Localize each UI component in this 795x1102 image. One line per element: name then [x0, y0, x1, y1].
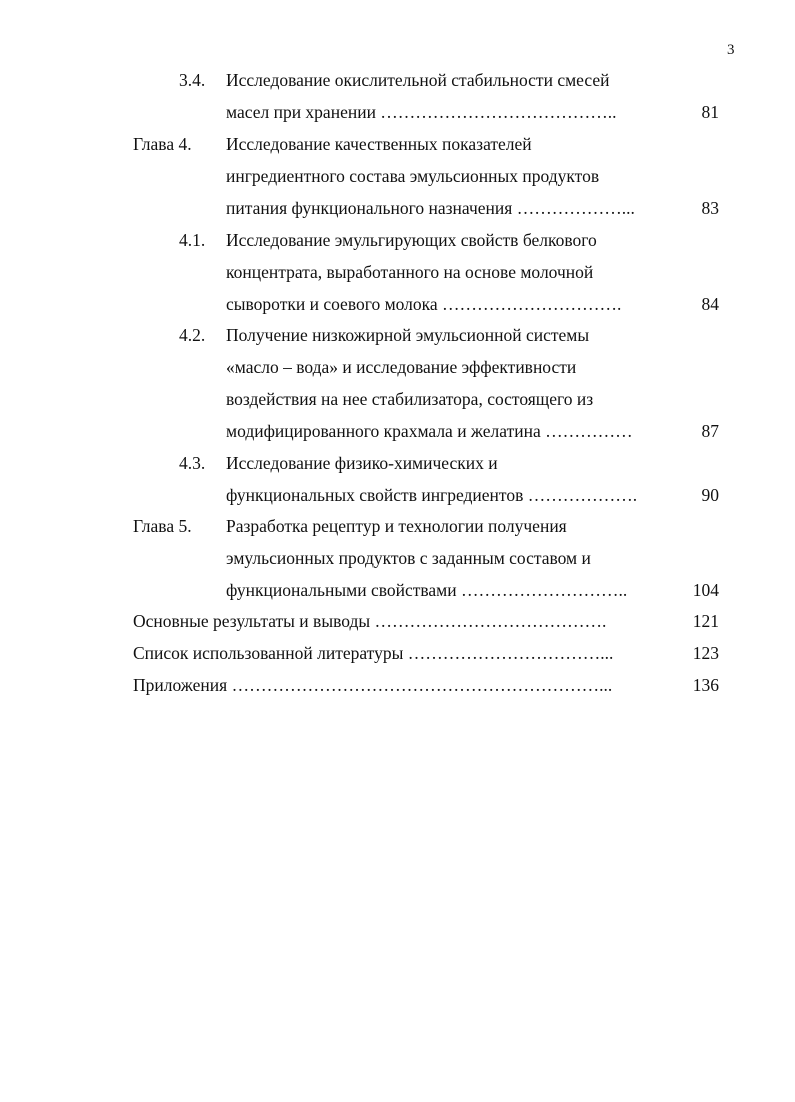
- toc-label: 4.1.: [179, 230, 206, 250]
- toc-line: функциональными свойствами ………………………..: [226, 580, 628, 600]
- toc-page: 123: [692, 643, 719, 663]
- toc-line: воздействия на нее стабилизатора, состоящего из: [226, 389, 594, 409]
- toc-line: модифицированного крахмала и желатина ……………: [226, 421, 633, 441]
- toc-page: 83: [701, 198, 719, 218]
- toc-line: Разработка рецептур и технологии получения: [226, 516, 567, 536]
- toc-line: Исследование качественных показателей: [226, 134, 532, 154]
- toc-line: эмульсионных продуктов с заданным составом и: [226, 548, 591, 568]
- toc-label: 4.3.: [179, 453, 206, 473]
- toc-line: «масло – вода» и исследование эффективности: [226, 357, 577, 377]
- toc-page: 87: [701, 421, 719, 441]
- toc-line: Приложения ………………………………………………………...: [133, 675, 613, 695]
- toc-line: сыворотки и соевого молока ………………………….: [226, 294, 622, 314]
- toc-page: 136: [692, 675, 719, 695]
- toc-line: функциональных свойств ингредиентов ……………….: [226, 485, 638, 505]
- toc-label: Глава 4.: [133, 134, 192, 154]
- toc-line: Основные результаты и выводы ………………………………….: [133, 611, 607, 631]
- toc-label: Глава 5.: [133, 516, 192, 536]
- toc-line: масел при хранении …………………………………..: [226, 102, 617, 122]
- toc-label: 4.2.: [179, 325, 206, 345]
- toc-line: Исследование физико-химических и: [226, 453, 498, 473]
- toc-label: 3.4.: [179, 70, 206, 90]
- toc-page: 121: [692, 611, 719, 631]
- toc-page: 90: [701, 485, 719, 505]
- toc-line: Список использованной литературы ……………………………...: [133, 643, 614, 663]
- toc-line: концентрата, выработанного на основе молочной: [226, 262, 594, 282]
- toc-page: 84: [701, 294, 719, 314]
- toc-line: Исследование окислительной стабильности смесей: [226, 70, 610, 90]
- toc-line: Получение низкожирной эмульсионной системы: [226, 325, 590, 345]
- page-number: 3: [727, 42, 735, 58]
- toc-line: питания функционального назначения ………………...: [226, 198, 635, 218]
- toc-page: 104: [692, 580, 719, 600]
- toc-page: 81: [701, 102, 719, 122]
- toc-line: Исследование эмульгирующих свойств белкового: [226, 230, 597, 250]
- toc-line: ингредиентного состава эмульсионных продуктов: [226, 166, 600, 186]
